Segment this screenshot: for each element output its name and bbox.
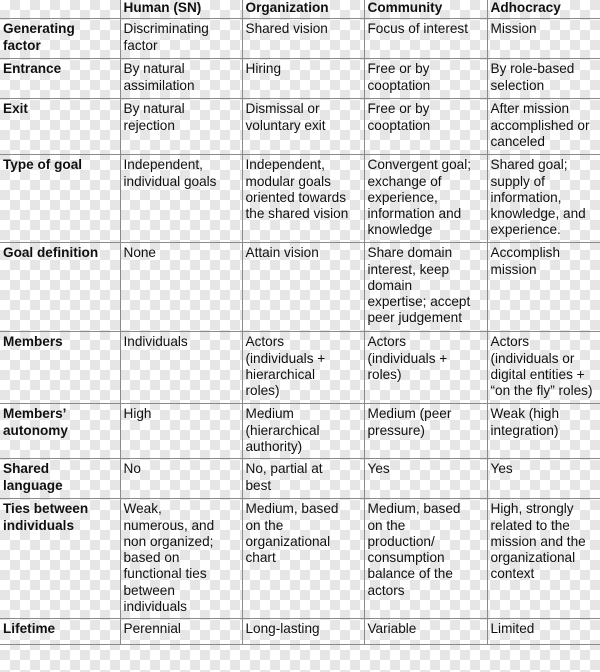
table-cell: Yes xyxy=(364,459,487,499)
row-label: Members xyxy=(0,332,120,404)
table-cell: Variable xyxy=(364,619,487,645)
table-cell: Limited xyxy=(487,619,600,645)
table-row xyxy=(0,459,600,499)
table-cell: By natural rejection xyxy=(120,99,242,155)
header-corner xyxy=(0,0,120,19)
table-row xyxy=(0,155,600,243)
table-cell: Actors (individuals or digital entities + “on the fly” roles) xyxy=(487,332,600,404)
row-label: Exit xyxy=(0,99,120,155)
table-cell: Dismissal or voluntary exit xyxy=(242,99,364,155)
row-label: Members’ autonomy xyxy=(0,404,120,459)
header-human-sn: Human (SN) xyxy=(120,0,242,19)
table-cell: Medium, based on the production/ consumption balance of the actors xyxy=(364,499,487,619)
row-label: Generating factor xyxy=(0,19,120,59)
table-cell: Shared vision xyxy=(242,19,364,59)
table-cell: Medium (peer pressure) xyxy=(364,404,487,459)
table-cell: By natural assimilation xyxy=(120,59,242,99)
table-cell: Hiring xyxy=(242,59,364,99)
table-cell: Free or by cooptation xyxy=(364,59,487,99)
row-label: Lifetime xyxy=(0,619,120,645)
table-cell: By role-based selection xyxy=(487,59,600,99)
header-organization: Organization xyxy=(242,0,364,19)
table-cell: Actors (individuals + hierarchical roles) xyxy=(242,332,364,404)
table-cell: Perennial xyxy=(120,619,242,645)
table-cell: No, partial at best xyxy=(242,459,364,499)
table-row xyxy=(0,404,600,459)
table-cell: Weak (high integration) xyxy=(487,404,600,459)
table-cell: Accomplish mission xyxy=(487,243,600,332)
table-cell: Weak, numerous, and non organized; based on functional ties between individuals xyxy=(120,499,242,619)
table-row xyxy=(0,619,600,645)
table-cell: Independent, modular goals oriented towards the shared vision xyxy=(242,155,364,243)
table-cell: Long-lasting xyxy=(242,619,364,645)
header-row xyxy=(0,0,600,19)
row-label: Type of goal xyxy=(0,155,120,243)
table-cell: Attain vision xyxy=(242,243,364,332)
table-row xyxy=(0,59,600,99)
header-community: Community xyxy=(364,0,487,19)
table-cell: Focus of interest xyxy=(364,19,487,59)
row-label: Entrance xyxy=(0,59,120,99)
table-cell: Free or by cooptation xyxy=(364,99,487,155)
table-cell: Independent, individual goals xyxy=(120,155,242,243)
table-row xyxy=(0,332,600,404)
row-label: Ties between individuals xyxy=(0,499,120,619)
table-cell: High, strongly related to the mission and the organizational context xyxy=(487,499,600,619)
table-cell: Convergent goal; exchange of experience, information and knowledge xyxy=(364,155,487,243)
row-label: Goal definition xyxy=(0,243,120,332)
table-row xyxy=(0,19,600,59)
table-cell: None xyxy=(120,243,242,332)
table-cell: Shared goal; supply of information, knowledge, and experience. xyxy=(487,155,600,243)
table-cell: Medium (hierarchical authority) xyxy=(242,404,364,459)
table-cell: Medium, based on the organizational chart xyxy=(242,499,364,619)
table-row xyxy=(0,243,600,332)
table-cell: After mission accomplished or canceled xyxy=(487,99,600,155)
table-cell: High xyxy=(120,404,242,459)
header-adhocracy: Adhocracy xyxy=(487,0,600,19)
table-cell: No xyxy=(120,459,242,499)
table-cell: Share domain interest, keep domain expertise; accept peer judgement xyxy=(364,243,487,332)
table-row xyxy=(0,499,600,619)
table-cell: Mission xyxy=(487,19,600,59)
table-cell: Discriminating factor xyxy=(120,19,242,59)
table-cell: Individuals xyxy=(120,332,242,404)
table-cell: Yes xyxy=(487,459,600,499)
table-cell: Actors (individuals + roles) xyxy=(364,332,487,404)
row-label: Shared language xyxy=(0,459,120,499)
table-row xyxy=(0,99,600,155)
